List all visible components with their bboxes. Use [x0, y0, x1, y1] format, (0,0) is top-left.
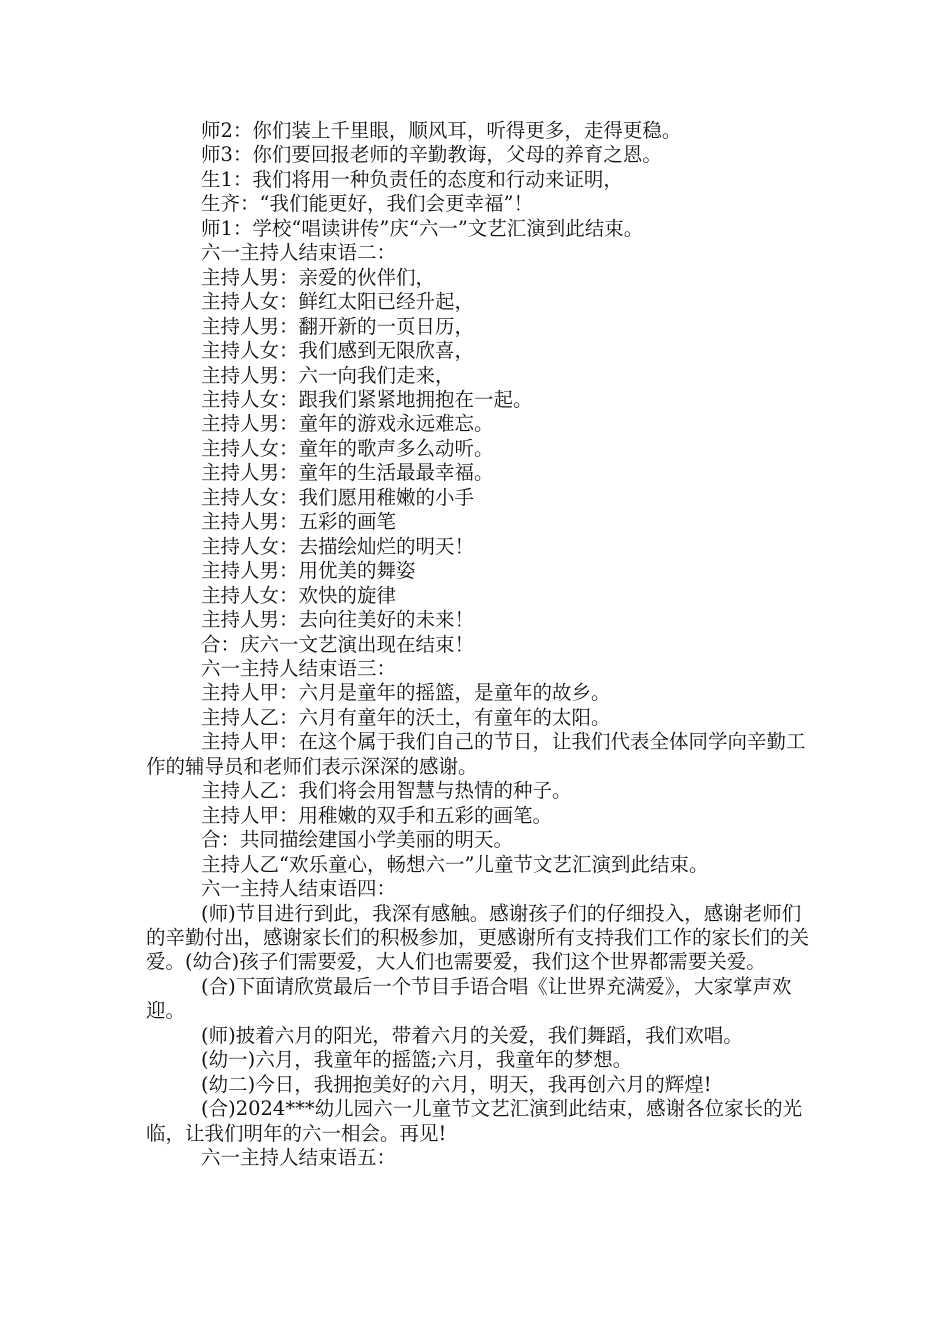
- paragraph: (幼一)六月，我童年的摇篮;六月，我童年的梦想。: [201, 1048, 633, 1072]
- paragraph: 主持人男：六一向我们走来，: [201, 363, 455, 387]
- paragraph: 生齐：“我们能更好，我们会更幸福”！: [201, 192, 533, 216]
- paragraph: 主持人男：童年的游戏永远难忘。: [201, 412, 494, 436]
- paragraph: (合)下面请欣赏最后一个节目手语合唱《让世界充满爱》，大家掌声欢迎。: [146, 974, 792, 1023]
- paragraph: 主持人乙：我们将会用智慧与热情的种子。: [201, 779, 572, 803]
- document-body: [146, 119, 811, 1170]
- paragraph: (幼二)今日，我拥抱美好的六月，明天，我再创六月的辉煌!: [201, 1072, 712, 1096]
- paragraph: 合：共同描绘建国小学美丽的明天。: [201, 828, 514, 852]
- section-heading: 六一主持人结束语五：: [201, 1146, 397, 1170]
- paragraph: 主持人女：去描绘灿烂的明天！: [201, 534, 475, 558]
- paragraph: 主持人女：我们愿用稚嫩的小手: [201, 485, 475, 509]
- paragraph: 师2：你们装上千里眼，顺风耳，听得更多，走得更稳。: [201, 119, 682, 142]
- paragraph: 师3：你们要回报老师的辛勤教诲，父母的养育之恩。: [201, 143, 662, 167]
- paragraph: 生1：我们将用一种负责任的态度和行动来证明，: [201, 167, 623, 191]
- paragraph: 主持人男：五彩的画笔: [201, 510, 397, 534]
- paragraph: 主持人男：童年的生活最最幸福。: [201, 461, 494, 485]
- section-heading: 六一主持人结束语二：: [201, 241, 397, 265]
- paragraph: 主持人男：用优美的舞姿: [201, 559, 416, 583]
- paragraph: 主持人甲：在这个属于我们自己的节日，让我们代表全体同学向辛勤工作的辅导员和老师们表示深深的感谢。: [146, 730, 806, 778]
- paragraph: (师)披着六月的阳光，带着六月的关爱，我们舞蹈，我们欢唱。: [201, 1023, 743, 1047]
- paragraph: (师)节目进行到此，我深有感触。感谢孩子们的仔细投入，感谢老师们的辛勤付出，感谢家长们的积极参加，更感谢所有支持我们工作的家长们的关爱。(幼合)孩子们需要爱，大人们也需要爱，我们这个世界都需要关爱。: [146, 901, 810, 974]
- paragraph: 主持人乙：六月有童年的沃土，有童年的太阳。: [201, 705, 611, 729]
- paragraph: 主持人女：我们感到无限欣喜，: [201, 339, 475, 363]
- section-heading: 六一主持人结束语三：: [201, 656, 397, 680]
- paragraph: 主持人女：鲜红太阳已经升起，: [201, 290, 475, 314]
- paragraph: 主持人甲：六月是童年的摇篮，是童年的故乡。: [201, 681, 611, 705]
- paragraph: 主持人男：亲爱的伙伴们，: [201, 265, 436, 289]
- paragraph: 主持人女：跟我们紧紧地拥抱在一起。: [201, 387, 533, 411]
- paragraph: 主持人男：翻开新的一页日历，: [201, 314, 475, 338]
- paragraph: 主持人甲：用稚嫩的双手和五彩的画笔。: [201, 803, 553, 827]
- paragraph: 师1：学校“唱读讲传”庆“六一”文艺汇演到此结束。: [201, 216, 644, 240]
- paragraph: (合)2024***幼儿园六一儿童节文艺汇演到此结束，感谢各位家长的光临，让我们明年的六一相会。再见!: [146, 1097, 803, 1145]
- paragraph: 合：庆六一文艺演出现在结束！: [201, 632, 475, 656]
- section-heading: 六一主持人结束语四：: [201, 877, 397, 901]
- paragraph: 主持人乙“欢乐童心，畅想六一”儿童节文艺汇演到此结束。: [201, 852, 709, 876]
- paragraph: 主持人女：欢快的旋律: [201, 583, 397, 607]
- paragraph: 主持人男：去向往美好的未来！: [201, 608, 475, 632]
- paragraph: 主持人女：童年的歌声多么动听。: [201, 436, 494, 460]
